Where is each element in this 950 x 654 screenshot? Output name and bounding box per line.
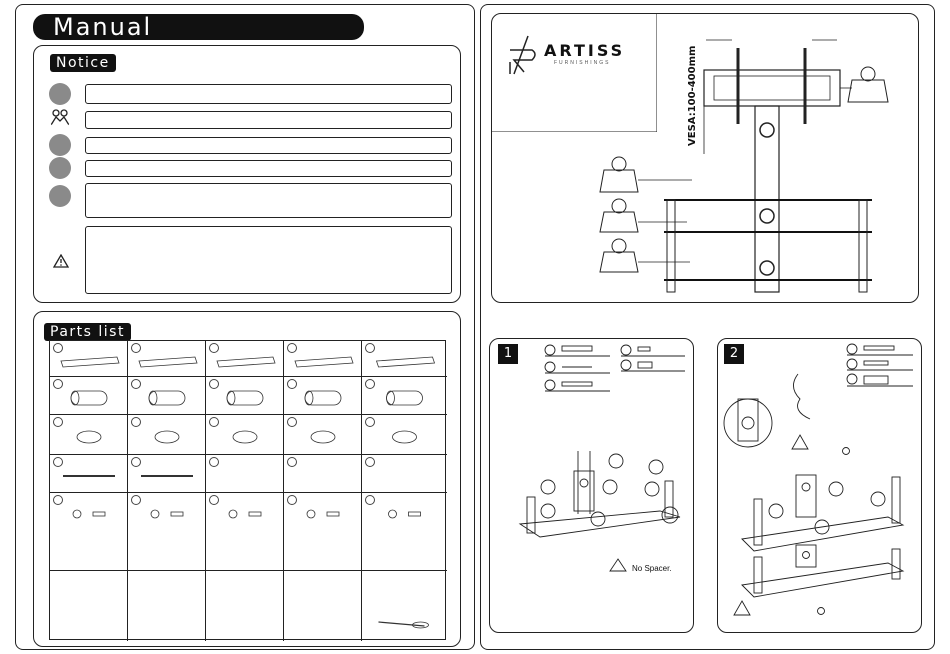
parts-cell: [284, 377, 362, 415]
part-drawing: [284, 455, 362, 493]
parts-cell: [284, 493, 362, 571]
part-drawing: [284, 571, 362, 641]
step2-badge: 2: [724, 344, 744, 364]
part-drawing: [50, 341, 128, 377]
parts-cell: [50, 341, 128, 377]
brand-name: ARTISS: [544, 41, 626, 60]
parts-grid: [49, 340, 446, 640]
parts-cell: [362, 493, 447, 571]
step1-badge: 1: [498, 344, 518, 364]
brand-tagline: FURNISHINGS: [554, 60, 611, 66]
warning-triangle-icon: [53, 254, 69, 268]
two-people-icon: [49, 107, 71, 129]
parts-cell: [50, 571, 128, 641]
step2-panel: [717, 338, 922, 633]
part-drawing: [128, 415, 206, 455]
notice-line-4: [85, 160, 452, 177]
part-drawing: [284, 493, 362, 571]
vesa-label: VESA:100-400mm: [687, 45, 698, 146]
notice-line-1: [85, 84, 452, 104]
parts-cell: [362, 415, 447, 455]
part-drawing: [206, 493, 284, 571]
part-drawing: [50, 415, 128, 455]
notice-heading: Notice: [50, 54, 116, 72]
parts-cell: [128, 415, 206, 455]
no-spacer-note: No Spacer.: [632, 564, 672, 573]
parts-cell: [362, 377, 447, 415]
parts-cell: [128, 571, 206, 641]
tools-icon: [49, 83, 71, 105]
parts-list-section: [33, 311, 461, 647]
parts-cell: [50, 493, 128, 571]
left-page: [15, 4, 475, 650]
notice-line-5: [85, 183, 452, 218]
parts-cell: [50, 415, 128, 455]
step2-drawing: [718, 339, 923, 634]
manual-title: Manual: [33, 14, 364, 40]
parts-check-icon: [49, 134, 71, 156]
notice-line-2: [85, 111, 452, 129]
part-drawing: [206, 415, 284, 455]
parts-cell: [362, 571, 447, 641]
parts-cell: [362, 341, 447, 377]
part-drawing: [206, 571, 284, 641]
parts-cell: [206, 571, 284, 641]
part-drawing: [50, 493, 128, 571]
part-drawing: [362, 377, 447, 415]
part-drawing: [206, 341, 284, 377]
part-drawing: [128, 455, 206, 493]
parts-cell: [206, 493, 284, 571]
parts-cell: [206, 377, 284, 415]
part-drawing: [50, 571, 128, 641]
part-drawing: [50, 377, 128, 415]
part-drawing: [362, 571, 447, 641]
part-drawing: [362, 493, 447, 571]
part-drawing: [284, 341, 362, 377]
part-drawing: [284, 377, 362, 415]
part-drawing: [362, 341, 447, 377]
parts-list-heading: Parts list: [44, 323, 131, 341]
part-drawing: [362, 455, 447, 493]
part-drawing: [362, 415, 447, 455]
part-drawing: [284, 415, 362, 455]
right-page: [480, 4, 935, 650]
parts-cell: [284, 341, 362, 377]
notice-section: [33, 45, 461, 303]
parts-cell: [128, 341, 206, 377]
part-drawing: [128, 341, 206, 377]
parts-cell: [362, 455, 447, 493]
parts-cell: [206, 455, 284, 493]
parts-cell: [128, 493, 206, 571]
parts-cell: [128, 455, 206, 493]
part-drawing: [128, 571, 206, 641]
part-drawing: [206, 455, 284, 493]
part-drawing: [50, 455, 128, 493]
overview-panel: [491, 13, 919, 303]
parts-cell: [206, 415, 284, 455]
step1-drawing: [490, 339, 695, 634]
parts-cell: [206, 341, 284, 377]
part-drawing: [128, 377, 206, 415]
parts-cell: [284, 571, 362, 641]
parts-cell: [284, 415, 362, 455]
parts-cell: [50, 455, 128, 493]
parts-cell: [50, 377, 128, 415]
notice-line-3: [85, 137, 452, 154]
parts-cell: [284, 455, 362, 493]
cleaning-icon: [49, 157, 71, 179]
part-drawing: [206, 377, 284, 415]
step1-panel: [489, 338, 694, 633]
parts-cell: [128, 377, 206, 415]
notice-line-6: [85, 226, 452, 294]
stand-assembly-drawing: [492, 14, 920, 304]
caution-person-icon: [49, 185, 71, 207]
part-drawing: [128, 493, 206, 571]
